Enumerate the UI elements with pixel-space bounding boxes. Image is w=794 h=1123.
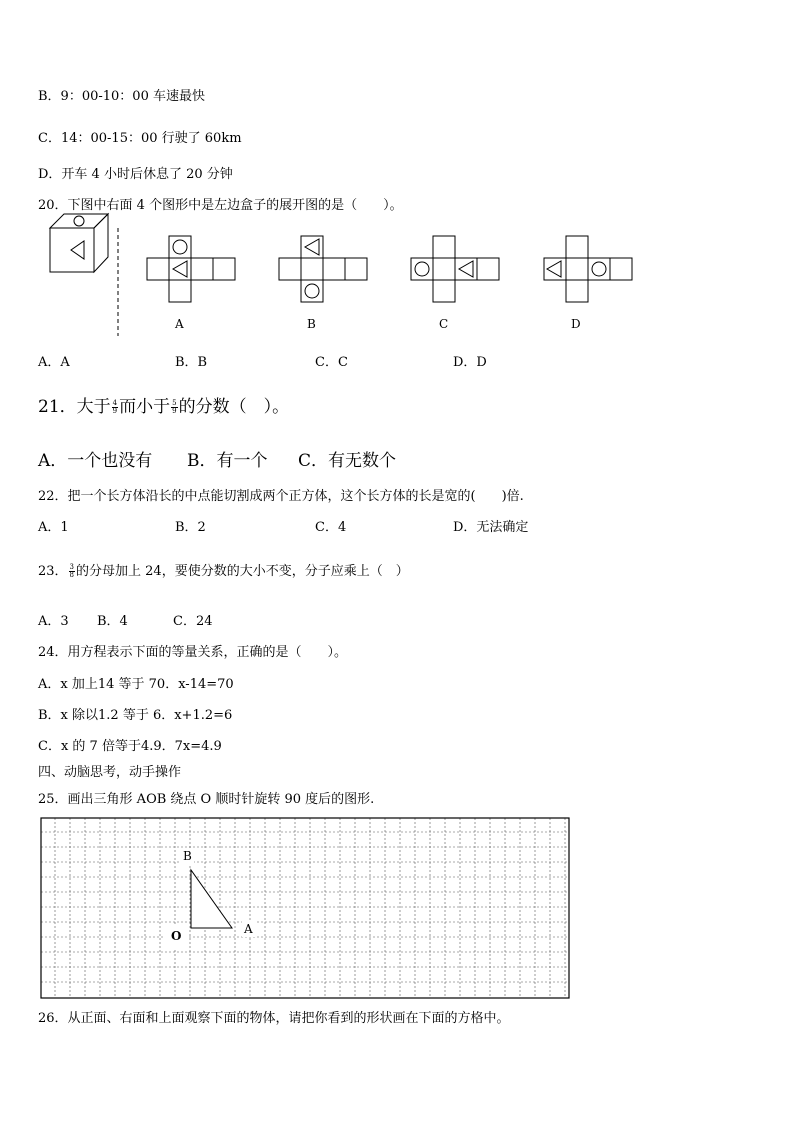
q22-option-d: D．无法确定 — [453, 520, 529, 535]
net-a — [147, 236, 235, 302]
q22-option-c: C．4 — [315, 520, 347, 535]
net-label-a: A — [175, 317, 184, 331]
q24-option-b: B．x 除以1.2 等于 6．x+1.2=6 — [38, 708, 233, 723]
q19-option-b: B．9：00-10：00 车速最快 — [38, 89, 205, 104]
q20-option-c: C．C — [315, 355, 348, 370]
net-d-circle-icon — [592, 262, 606, 276]
q20-option-d: D．D — [453, 355, 487, 370]
q21-frac1-num: 4 — [112, 399, 118, 407]
net-c-triangle-icon — [459, 261, 473, 277]
q22-option-b: B．2 — [175, 520, 206, 535]
q23-stem-after: 的分母加上 24，要使分数的大小不变，分子应乘上（ ） — [76, 564, 409, 579]
section-4-heading: 四、动脑思考，动手操作 — [38, 765, 182, 780]
net-d-triangle-icon — [547, 261, 561, 277]
q24-option-c: C．x 的 7 倍等于4.9．7x=4.9 — [38, 739, 222, 754]
q20-option-a: A．A — [38, 355, 70, 370]
q21-option-a: A．一个也没有 — [38, 451, 153, 471]
q21-option-b: B．有一个 — [187, 451, 268, 471]
q21-frac2-num: 5 — [172, 399, 177, 407]
cube-top-circle-icon — [74, 216, 84, 226]
net-c — [411, 236, 499, 302]
net-label-c: C — [439, 317, 449, 331]
q23-frac-den: 8 — [69, 571, 75, 579]
q23-fraction — [69, 564, 75, 579]
q22-stem: 22．把一个长方体沿长的中点能切割成两个正方体，这个长方体的长是宽的( )倍. — [38, 489, 524, 504]
net-b — [279, 236, 367, 302]
q23-option-c: C．24 — [173, 614, 213, 629]
q21-stem-middle: 而小于 — [119, 397, 171, 417]
q19-option-c: C．14：00-15：00 行驶了 60km — [38, 131, 242, 146]
q25-grid — [40, 817, 570, 999]
net-a-triangle-icon — [173, 261, 187, 277]
label-o: O — [163, 924, 189, 948]
net-b-triangle-icon — [305, 239, 319, 255]
q21-frac1-den: 9 — [112, 407, 118, 415]
q21-stem-before: 21．大于 — [38, 397, 111, 417]
q21-stem — [38, 396, 289, 418]
label-b: B — [183, 849, 192, 863]
q24-stem: 24．用方程表示下面的等量关系，正确的是（ ）。 — [38, 645, 348, 660]
q22-option-a: A．1 — [38, 520, 69, 535]
cube-box — [50, 214, 108, 272]
q19-option-d: D．开车 4 小时后休息了 20 分钟 — [38, 167, 233, 182]
q21-fraction-2 — [171, 400, 177, 415]
q23-stem-before: 23． — [38, 564, 68, 579]
q23-option-a: A．3 — [38, 614, 69, 629]
q20-stem: 20．下图中右面 4 个图形中是左边盒子的展开图的是（ ）。 — [38, 198, 403, 213]
net-a-circle-icon — [173, 240, 187, 254]
q23-option-b: B．4 — [97, 614, 128, 629]
q26-stem: 26．从正面、右面和上面观察下面的物体，请把你看到的形状画在下面的方格中。 — [38, 1011, 510, 1026]
q21-stem-after: 的分数（ ）。 — [178, 397, 290, 417]
triangle-aob — [191, 870, 232, 928]
net-c-circle-icon — [415, 262, 429, 276]
net-b-circle-icon — [305, 284, 319, 298]
q21-option-c: C．有无数个 — [298, 451, 397, 471]
q25-stem: 25．画出三角形 AOB 绕点 O 顺时针旋转 90 度后的图形. — [38, 792, 375, 807]
q23-stem — [38, 564, 409, 580]
q20-option-b: B．B — [175, 355, 208, 370]
label-a: A — [244, 922, 253, 936]
q21-frac2-den: 9 — [172, 407, 177, 415]
net-label-b: B — [307, 317, 316, 331]
q21-fraction-1 — [112, 400, 118, 415]
net-d — [544, 236, 632, 302]
q24-option-a: A．x 加上14 等于 70．x-14=70 — [38, 677, 234, 692]
q20-figure — [0, 0, 794, 360]
q23-frac-num: 3 — [69, 563, 75, 571]
net-label-d: D — [571, 317, 581, 331]
cube-front-triangle-icon — [71, 241, 84, 259]
